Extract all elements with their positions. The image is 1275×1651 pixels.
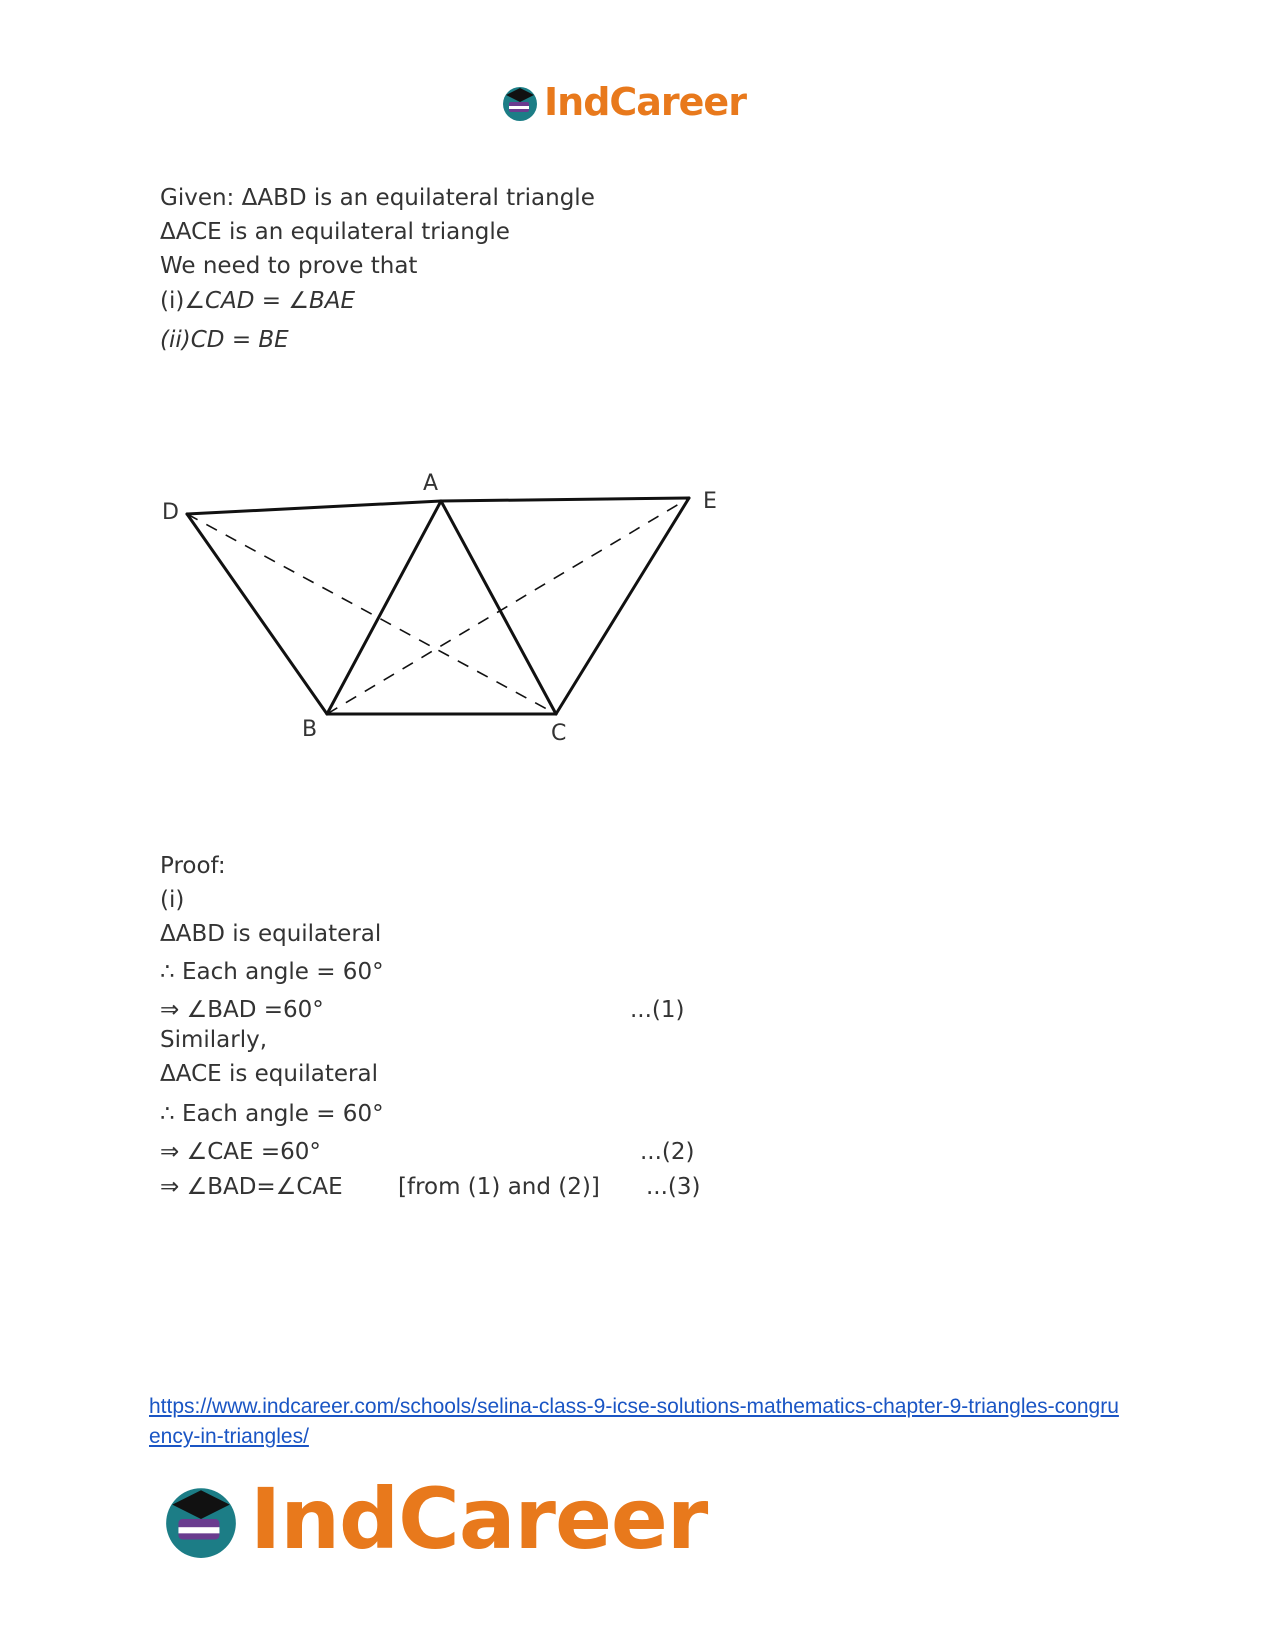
proof-line-1: ΔABD is equilateral [160, 921, 382, 947]
given-line-1: Given: ΔABD is an equilateral triangle [160, 185, 595, 211]
segment-DA [187, 501, 441, 514]
vertex-label-A: A [423, 471, 439, 496]
triangle-figure [150, 465, 730, 755]
header-logo [500, 80, 746, 124]
segment-DB [187, 514, 327, 714]
prove-part-i-label: (i) [160, 288, 185, 314]
vertex-label-C: C [551, 721, 567, 746]
proof-line-6: ∴ Each angle = 60° [160, 1101, 384, 1127]
proof-eq-ref-1: ...(1) [630, 997, 685, 1023]
given-line-3: We need to prove that [160, 253, 418, 279]
vertex-label-E: E [703, 489, 717, 514]
segment-AE [441, 498, 689, 501]
source-url-link[interactable]: https://www.indcareer.com/schools/selina-class-9-icse-solutions-mathematics-chapter-9-triangles-congruency-in-triangles/ [149, 1395, 1119, 1448]
proof-justification: [from (1) and (2)] [398, 1174, 600, 1200]
graduation-cap-logo-icon [160, 1478, 242, 1560]
graduation-cap-logo-icon [500, 82, 540, 122]
prove-part-ii-label: (ii) [160, 327, 191, 353]
segment-AB [327, 501, 441, 714]
prove-part-ii-expr: CD = BE [190, 327, 289, 353]
vertex-label-D: D [162, 500, 179, 525]
prove-part-i [160, 286, 355, 316]
vertex-label-B: B [302, 717, 318, 742]
logo-text: IndCareer [250, 1470, 708, 1568]
proof-line-7: ⇒ ∠CAE =60° [160, 1139, 321, 1165]
footer-logo [160, 1470, 707, 1568]
proof-line-5: ΔACE is equilateral [160, 1061, 378, 1087]
given-line-2: ΔACE is an equilateral triangle [160, 219, 510, 245]
dashed-segment-BE [327, 498, 689, 714]
proof-line-4: Similarly, [160, 1027, 268, 1053]
proof-heading: Proof: [160, 853, 226, 879]
proof-line-3: ⇒ ∠BAD =60° [160, 997, 324, 1023]
logo-text: IndCareer [544, 80, 746, 124]
proof-eq-ref-2: ...(2) [640, 1139, 695, 1165]
proof-line-8: ⇒ ∠BAD=∠CAE [160, 1174, 343, 1200]
proof-eq-ref-3: ...(3) [646, 1174, 701, 1200]
segment-EC [556, 498, 689, 714]
prove-part-ii [160, 325, 289, 355]
proof-part-label: (i) [160, 887, 185, 913]
prove-part-i-expr: ∠CAD = ∠BAE [184, 288, 356, 314]
proof-line-2: ∴ Each angle = 60° [160, 959, 384, 985]
